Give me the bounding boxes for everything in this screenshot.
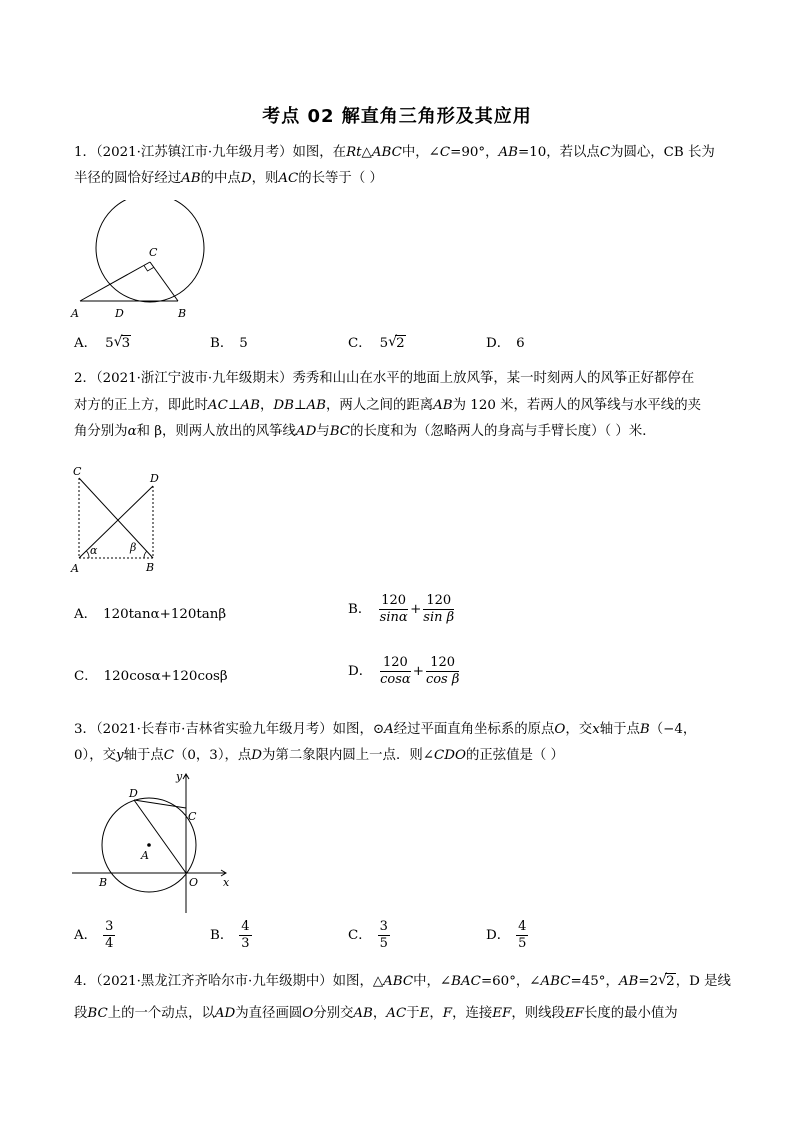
q3-option-b[interactable]: B． $\frac{4}{3}$ xyxy=(210,919,250,951)
q1-figure xyxy=(68,200,218,322)
q2-option-c[interactable]: C． 120cosα+120cosβ xyxy=(74,669,228,684)
page-title: 考点 02 解直角三角形及其应用 xyxy=(262,106,532,127)
q1-label-a: A xyxy=(71,307,79,320)
q2-line3: 角分别为α和 β，则两人放出的风筝线AD与BC的长度和为（忽略两人的身高与手臂长度）（ ）米． xyxy=(74,424,656,439)
q2-label-beta: β xyxy=(130,541,137,554)
q2-label-d: D xyxy=(150,472,159,485)
q1-option-d[interactable]: D． 6 xyxy=(486,336,525,351)
q3-line2: 0），交y轴于点C（0，3），点D为第二象限内圆上一点．则∠CDO的正弦值是（ ） xyxy=(74,748,564,763)
q3-label-a: A xyxy=(141,849,149,862)
q1-label-b: B xyxy=(178,307,187,320)
q1-right-angle-mark xyxy=(144,266,154,272)
q2-option-d[interactable]: D． $\frac{120}{\cos\alpha}$ + $\frac{120}{\text{cos β}}$ xyxy=(348,655,460,687)
q3-label-o: O xyxy=(189,876,199,889)
q3-line1: 3．（2021·长春市·吉林省实验九年级月考）如图，⊙A经过平面直角坐标系的原点O，交x轴于点B（−4， xyxy=(74,722,697,737)
q2-figure xyxy=(66,460,166,576)
q2-angle-beta-arc xyxy=(144,552,147,559)
q3-center-point xyxy=(147,843,151,847)
q3-line-dc xyxy=(134,800,186,808)
q1-line1: 1．（2021·江苏镇江市·九年级月考）如图，在Rt△ABC中，∠C=90°，AB=10，若以点C为圆心，CB 长为 xyxy=(74,145,715,160)
q1-line2: 半径的圆恰好经过AB的中点D，则AC的长等于（ ） xyxy=(74,171,383,186)
q3-label-c: C xyxy=(188,810,197,823)
q3-label-y: y xyxy=(176,770,183,783)
q1-option-c[interactable]: C． 5 √ 2 xyxy=(348,334,405,351)
q3-line-do xyxy=(134,800,186,873)
q1-label-d: D xyxy=(115,307,124,320)
q4-line1: 4．（2021·黑龙江齐齐哈尔市·九年级期中）如图，△ABC中，∠BAC=60°，∠ABC=45°，AB=2 √ 2，D 是线 xyxy=(74,972,731,989)
q4-line2: 段BC上的一个动点，以AD为直径画圆O分别交AB，AC于E，F，连接EF，则线段EF长度的最小值为 xyxy=(74,1006,678,1021)
q1-side-ac xyxy=(80,262,150,301)
q3-label-b: B xyxy=(99,876,108,889)
q3-option-c[interactable]: C． $\frac{3}{5}$ xyxy=(348,919,388,951)
q1-option-b[interactable]: B． 5 xyxy=(210,336,248,351)
q2-angle-alpha-arc xyxy=(87,551,90,558)
q2-line1: 2．（2021·浙江宁波市·九年级期末）秀秀和山山在水平的地面上放风筝，某一时刻两人的风筝正好都停在 xyxy=(74,371,695,386)
q2-label-c: C xyxy=(73,465,82,478)
q1-label-c: C xyxy=(149,246,158,259)
q2-option-a[interactable]: A． 120tanα+120tanβ xyxy=(74,607,227,622)
q3-option-a[interactable]: A． $\frac{3}{4}$ xyxy=(74,919,114,951)
q3-figure xyxy=(68,768,238,918)
q2-option-b[interactable]: B． $\frac{120}{\sin\alpha}$ + $\frac{120}{\text{sin β}}$ xyxy=(348,593,455,625)
q2-label-a: A xyxy=(71,562,79,575)
q2-label-b: B xyxy=(146,561,155,574)
q1-option-a[interactable]: A． 5 √ 3 xyxy=(74,334,131,351)
q2-line2: 对方的正上方，即此时AC⊥AB，DB⊥AB，两人之间的距离AB为 120 米，若两人的风筝线与水平线的夹 xyxy=(74,398,701,413)
q2-label-alpha: α xyxy=(90,544,98,557)
q3-option-d[interactable]: D． $\frac{4}{5}$ xyxy=(486,919,527,951)
q1-side-cb xyxy=(150,262,178,301)
q3-label-d: D xyxy=(129,787,138,800)
q3-label-x: x xyxy=(223,876,230,889)
